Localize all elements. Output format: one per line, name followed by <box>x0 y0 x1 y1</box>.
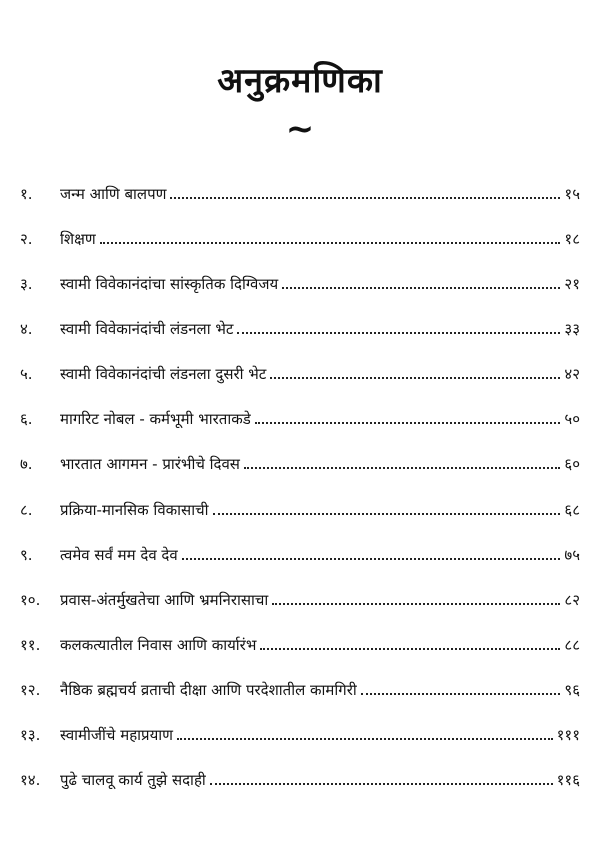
toc-entry-title: पुढे चालवू कार्य तुझे सदाही <box>60 771 206 789</box>
toc-entry-number: ७. <box>20 455 33 473</box>
toc-entry-page: १५ <box>564 185 580 203</box>
dot-leader <box>100 242 561 244</box>
toc-entry-number: १०. <box>20 591 41 609</box>
dot-leader <box>260 648 560 650</box>
toc-entry-number: ११. <box>20 636 41 654</box>
toc-entry-title: जन्म आणि बालपण <box>60 185 167 203</box>
toc-entry-page: ४२ <box>564 365 580 383</box>
toc-entry-title: प्रवास-अंतर्मुखतेचा आणि भ्रमनिरासाचा <box>60 591 269 609</box>
toc-entry-title: स्वामीजींचे महाप्रयाण <box>60 726 174 744</box>
toc-entry-page: ९६ <box>564 681 580 699</box>
toc-entry <box>20 403 580 429</box>
toc-entry-page: ७५ <box>564 546 580 564</box>
toc-entry-page: ६८ <box>564 501 580 519</box>
dot-leader <box>177 738 553 740</box>
dot-leader <box>237 332 560 334</box>
toc-entry <box>20 674 580 700</box>
dot-leader <box>255 422 561 424</box>
toc-entry <box>20 448 580 474</box>
toc-entry-title: भारतात आगमन - प्रारंभीचे दिवस <box>60 455 240 473</box>
page-title: अनुक्रमणिका <box>217 61 383 101</box>
toc-entry <box>20 358 580 384</box>
toc-entry <box>20 268 580 294</box>
toc-entry <box>20 584 580 610</box>
toc-entry-page: ११६ <box>556 771 580 789</box>
dot-leader <box>270 377 560 379</box>
toc-entry-page: ८२ <box>564 591 580 609</box>
toc-entry-number: ९. <box>20 546 33 564</box>
toc-entry-title: नैष्ठिक ब्रह्मचर्य व्रताची दीक्षा आणि परदेशातील कामगिरी <box>60 681 357 699</box>
dot-leader <box>272 603 560 605</box>
toc-entry-number: ३. <box>20 275 33 293</box>
toc-entry-title: प्रक्रिया-मानसिक विकासाची <box>60 501 209 519</box>
toc-entry-number: ६. <box>20 410 33 428</box>
toc-entry-page: ३३ <box>564 320 580 338</box>
toc-entry <box>20 764 580 790</box>
toc-entry-page: १८ <box>564 230 580 248</box>
toc-entry <box>20 494 580 520</box>
title-ornament: ~ <box>285 109 315 149</box>
toc-entry-number: १३. <box>20 726 41 744</box>
toc-entry-page: ५० <box>564 410 580 428</box>
toc-entry-title: शिक्षण <box>60 230 96 248</box>
toc-entry-page: ६० <box>564 455 580 473</box>
toc-entry <box>20 629 580 655</box>
toc-entry-title: कलकत्यातील निवास आणि कार्यारंभ <box>60 636 257 654</box>
toc-entry-title: मागरिट नोबल - कर्मभूमी भारताकडे <box>60 410 251 428</box>
toc-entry-number: १४. <box>20 771 41 789</box>
toc-entry-number: १. <box>20 185 33 203</box>
toc-entry <box>20 223 580 249</box>
dot-leader <box>210 783 553 785</box>
toc-entry-title: स्वामी विवेकानंदांची लंडनला दुसरी भेट <box>60 365 267 383</box>
toc-entry-page: १११ <box>556 726 580 744</box>
toc-entry-number: ४. <box>20 320 33 338</box>
dot-leader <box>244 467 560 469</box>
toc-entry <box>20 539 580 565</box>
toc-entry <box>20 719 580 745</box>
toc-entry <box>20 313 580 339</box>
toc-entry-title: त्वमेव सर्वं मम देव देव <box>60 546 178 564</box>
toc-entry <box>20 178 580 204</box>
toc-entry-title: स्वामी विवेकानंदांचा सांस्कृतिक दिग्विजय <box>60 275 279 293</box>
toc-entry-number: ८. <box>20 501 33 519</box>
toc-entry-title: स्वामी विवेकानंदांची लंडनला भेट <box>60 320 234 338</box>
dot-leader <box>282 287 560 289</box>
dot-leader <box>361 693 561 695</box>
toc-entry-page: ८८ <box>564 636 580 654</box>
toc-entry-number: १२. <box>20 681 41 699</box>
dot-leader <box>213 513 561 515</box>
dot-leader <box>182 558 561 560</box>
toc-entry-number: ५. <box>20 365 33 383</box>
toc-entry-number: २. <box>20 230 33 248</box>
toc-entry-page: २१ <box>564 275 580 293</box>
dot-leader <box>170 197 560 199</box>
